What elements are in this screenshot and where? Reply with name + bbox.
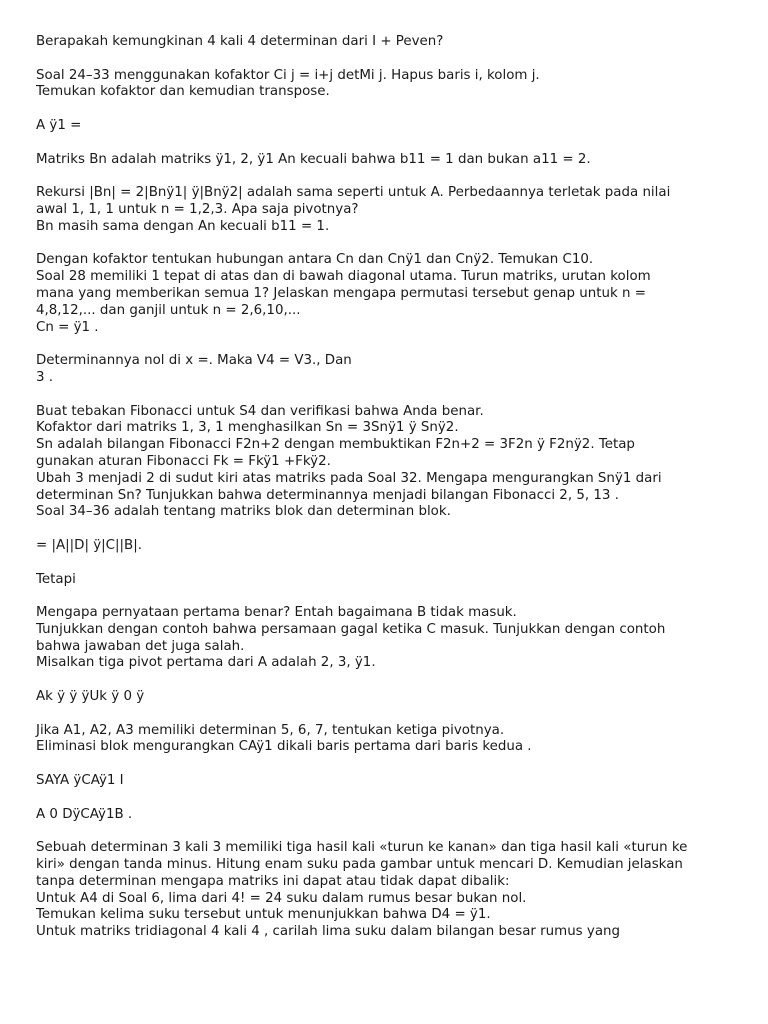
text-line: Mengapa pernyataan pertama benar? Entah bagaimana B tidak masuk.	[36, 605, 517, 621]
text-line: Rekursi |Bn| = 2|Bnÿ1| ÿ|Bnÿ2| adalah sama seperti untuk A. Perbedaannya terletak pada nilai	[36, 185, 671, 201]
paragraph	[36, 152, 748, 169]
text-line: Temukan kofaktor dan kemudian transpose.	[36, 84, 330, 100]
text-line: A ÿ1 =	[36, 117, 82, 133]
text-line: Buat tebakan Fibonacci untuk S4 dan verifikasi bahwa Anda benar.	[36, 403, 484, 419]
text-line: Berapakah kemungkinan 4 kali 4 determinan dari I + Peven?	[36, 34, 444, 49]
text-line: Determinannya nol di x =. Maka V4 = V3., Dan	[36, 353, 352, 369]
text-line: Sn adalah bilangan Fibonacci F2n+2 dengan membuktikan F2n+2 = 3F2n ÿ F2nÿ2. Tetap	[36, 437, 635, 453]
paragraph	[36, 404, 748, 522]
text-line: Soal 28 memiliki 1 tepat di atas dan di bawah diagonal utama. Turun matriks, urutan kolom	[36, 269, 651, 285]
text-line: Sebuah determinan 3 kali 3 memiliki tiga hasil kali «turun ke kanan» dan tiga hasil kali «turun ke	[36, 840, 688, 856]
text-line: Eliminasi blok mengurangkan CAÿ1 dikali baris pertama dari baris kedua .	[36, 739, 532, 755]
text-line: gunakan aturan Fibonacci Fk = Fkÿ1 +Fkÿ2.	[36, 453, 331, 469]
text-line: Kofaktor dari matriks 1, 3, 1 menghasilkan Sn = 3Snÿ1 ÿ Snÿ2.	[36, 420, 459, 436]
text-line: Untuk A4 di Soal 6, lima dari 4! = 24 suku dalam rumus besar bukan nol.	[36, 890, 527, 906]
text-line: Tetapi	[36, 571, 76, 587]
text-line: SAYA ÿCAÿ1 I	[36, 773, 124, 789]
text-line: Jika A1, A2, A3 memiliki determinan 5, 6, 7, tentukan ketiga pivotnya.	[36, 722, 505, 738]
text-line: mana yang memberikan semua 1? Jelaskan mengapa permutasi tersebut genap untuk n =	[36, 285, 646, 301]
text-line: Dengan kofaktor tentukan hubungan antara Cn dan Cnÿ1 dan Cnÿ2. Temukan C10.	[36, 252, 594, 268]
paragraph	[36, 840, 748, 941]
paragraph	[36, 572, 748, 589]
paragraph	[36, 605, 748, 672]
paragraph	[36, 34, 748, 51]
paragraph	[36, 353, 748, 387]
paragraph	[36, 538, 748, 555]
text-line: Misalkan tiga pivot pertama dari A adalah 2, 3, ÿ1.	[36, 655, 376, 671]
text-line: Temukan kelima suku tersebut untuk menunjukkan bahwa D4 = ÿ1.	[36, 907, 491, 923]
paragraph	[36, 723, 748, 757]
text-line: Ubah 3 menjadi 2 di sudut kiri atas matriks pada Soal 32. Mengapa mengurangkan Snÿ1 dari	[36, 470, 662, 486]
text-line: Matriks Bn adalah matriks ÿ1, 2, ÿ1 An kecuali bahwa b11 = 1 dan bukan a11 = 2.	[36, 151, 591, 167]
text-line: 4,8,12,... dan ganjil untuk n = 2,6,10,...	[36, 302, 301, 318]
paragraph	[36, 185, 748, 235]
text-line: Tunjukkan dengan contoh bahwa persamaan gagal ketika C masuk. Tunjukkan dengan contoh	[36, 621, 666, 637]
text-line: Bn masih sama dengan An kecuali b11 = 1.	[36, 218, 330, 234]
text-line: Untuk matriks tridiagonal 4 kali 4 , carilah lima suku dalam bilangan besar rumus yang	[36, 924, 621, 940]
document-body	[36, 34, 748, 958]
paragraph	[36, 118, 748, 135]
text-line: 3 .	[36, 369, 54, 385]
paragraph	[36, 252, 748, 336]
paragraph	[36, 689, 748, 706]
text-line: Cn = ÿ1 .	[36, 319, 99, 335]
text-line: = |A||D| ÿ|C||B|.	[36, 537, 143, 553]
text-line: tanpa determinan mengapa matriks ini dapat atau tidak dapat dibalik:	[36, 873, 510, 889]
paragraph	[36, 773, 748, 790]
text-line: Soal 24–33 menggunakan kofaktor Ci j = i+j detMi j. Hapus baris i, kolom j.	[36, 67, 540, 83]
paragraph	[36, 807, 748, 824]
text-line: A 0 DÿCAÿ1B .	[36, 806, 133, 822]
text-line: determinan Sn? Tunjukkan bahwa determinannya menjadi bilangan Fibonacci 2, 5, 13 .	[36, 487, 619, 503]
text-line: Ak ÿ ÿ ÿUk ÿ 0 ÿ	[36, 689, 145, 705]
text-line: kiri» dengan tanda minus. Hitung enam suku pada gambar untuk mencari D. Kemudian jelaskan	[36, 857, 683, 873]
text-line: awal 1, 1, 1 untuk n = 1,2,3. Apa saja pivotnya?	[36, 201, 359, 217]
text-line: Soal 34–36 adalah tentang matriks blok dan determinan blok.	[36, 504, 451, 520]
text-line: bahwa jawaban det juga salah.	[36, 638, 245, 654]
paragraph	[36, 68, 748, 102]
